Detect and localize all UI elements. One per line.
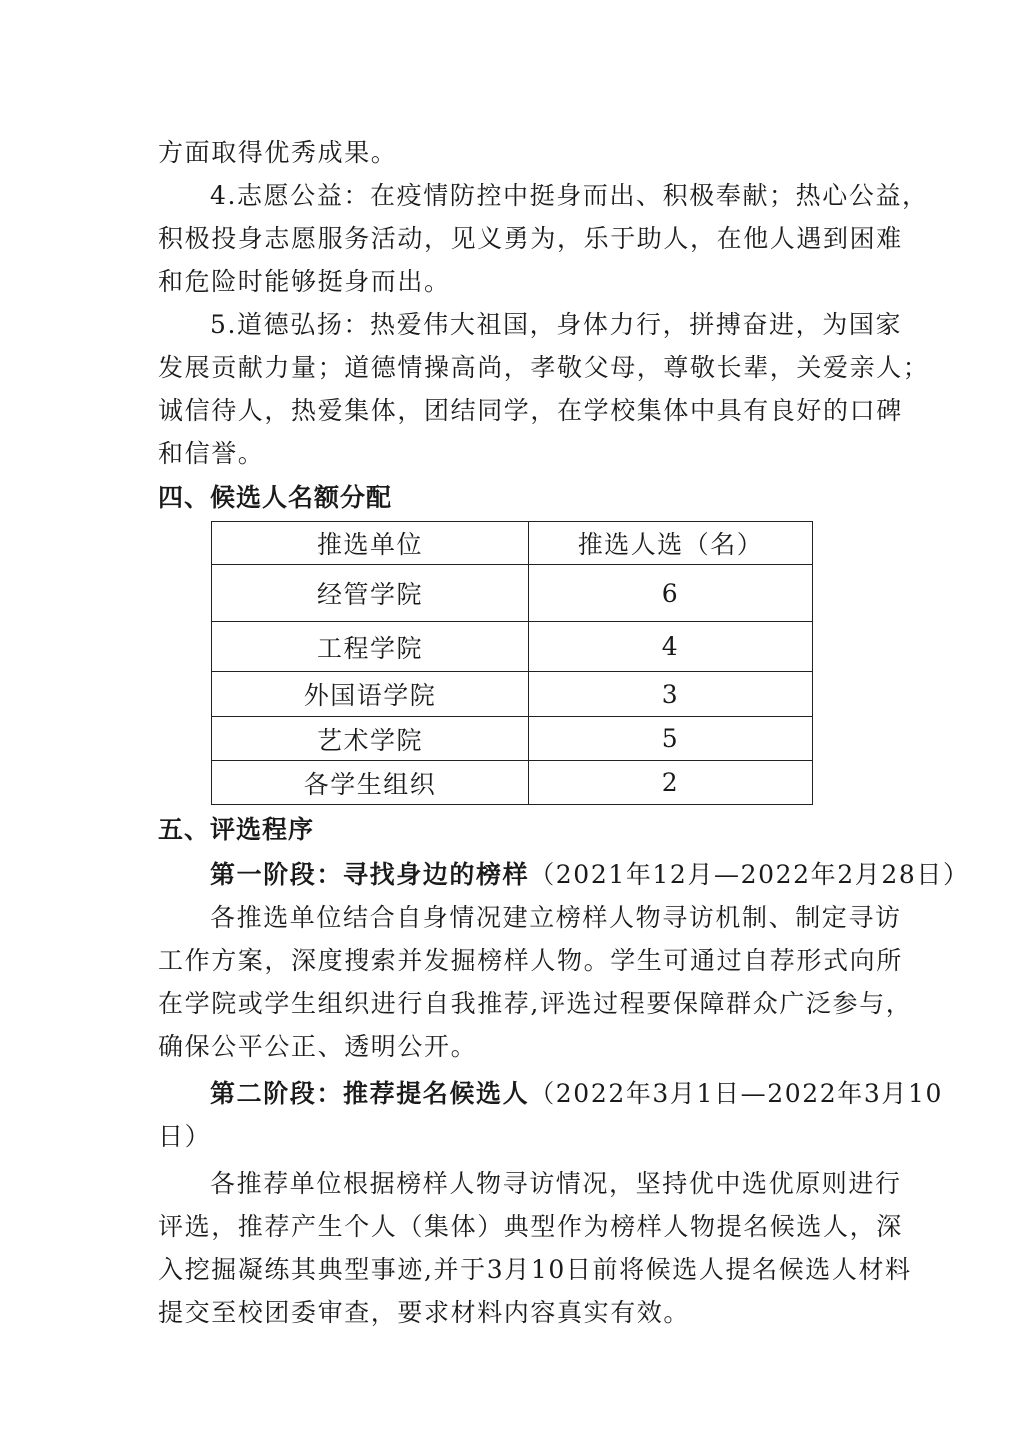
stage2-dates-line2: 日） [158, 1122, 212, 1151]
table-row [212, 622, 813, 672]
stage2-body-line3: 入挖掘凝练其典型事迹,并于3月10日前将候选人提名候选人材料 [158, 1255, 912, 1284]
cell-count: 6 [529, 565, 813, 622]
criteria-item4-line1: 4.志愿公益：在疫情防控中挺身而出、积极奉献；热心公益， [210, 181, 929, 210]
stage1-dates: （2021年12月—2022年2月28日） [529, 860, 970, 889]
cell-unit: 各学生组织 [212, 761, 529, 805]
stage1-label: 第一阶段：寻找身边的榜样 [210, 860, 530, 889]
cell-count: 2 [529, 761, 813, 805]
stage2-body-line2: 评选，推荐产生个人（集体）典型作为榜样人物提名候选人，深 [158, 1212, 903, 1241]
quota-table [211, 521, 813, 805]
table-row [212, 717, 813, 761]
criteria-item3-tail: 方面取得优秀成果。 [158, 138, 398, 167]
stage2-body-line4: 提交至校团委审查，要求材料内容真实有效。 [158, 1298, 691, 1327]
cell-count: 3 [529, 672, 813, 717]
cell-unit: 外国语学院 [212, 672, 529, 717]
cell-unit: 经管学院 [212, 565, 529, 622]
cell-count: 5 [529, 717, 813, 761]
table-row [212, 672, 813, 717]
stage2-label: 第二阶段：推荐提名候选人 [210, 1079, 530, 1108]
section5-title: 五、评选程序 [158, 815, 315, 844]
table-row [212, 761, 813, 805]
criteria-item5-line2: 发展贡献力量；道德情操高尚，孝敬父母，尊敬长辈，关爱亲人； [158, 353, 930, 382]
stage2-heading [158, 1072, 943, 1115]
stage1-body-line3: 在学院或学生组织进行自我推荐,评选过程要保障群众广泛参与， [158, 989, 913, 1018]
criteria-item5-line4: 和信誉。 [158, 439, 265, 468]
criteria-item4-line3: 和危险时能够挺身而出。 [158, 267, 451, 296]
criteria-item4-line2: 积极投身志愿服务活动，见义勇为，乐于助人，在他人遇到困难 [158, 224, 903, 253]
cell-unit: 工程学院 [212, 622, 529, 672]
section4-title: 四、候选人名额分配 [158, 483, 393, 512]
stage1-body-line2: 工作方案，深度搜索并发掘榜样人物。学生可通过自荐形式向所 [158, 946, 903, 975]
stage2-dates-line1: （2022年3月1日—2022年3月10 [529, 1079, 943, 1108]
stage1-body-line1: 各推选单位结合自身情况建立榜样人物寻访机制、制定寻访 [210, 903, 902, 932]
stage1-heading [158, 853, 970, 896]
header-unit: 推选单位 [212, 522, 529, 565]
quota-table-header [212, 522, 813, 565]
stage2-body-line1: 各推荐单位根据榜样人物寻访情况，坚持优中选优原则进行 [210, 1169, 902, 1198]
stage1-body-line4: 确保公平公正、透明公开。 [158, 1032, 478, 1061]
criteria-item5-line3: 诚信待人，热爱集体，团结同学，在学校集体中具有良好的口碑 [158, 396, 903, 425]
table-row [212, 565, 813, 622]
header-count: 推选人选（名） [529, 522, 813, 565]
document-page [158, 128, 970, 1334]
cell-count: 4 [529, 622, 813, 672]
criteria-item5-line1: 5.道德弘扬：热爱伟大祖国，身体力行，拼搏奋进，为国家 [210, 310, 903, 339]
cell-unit: 艺术学院 [212, 717, 529, 761]
